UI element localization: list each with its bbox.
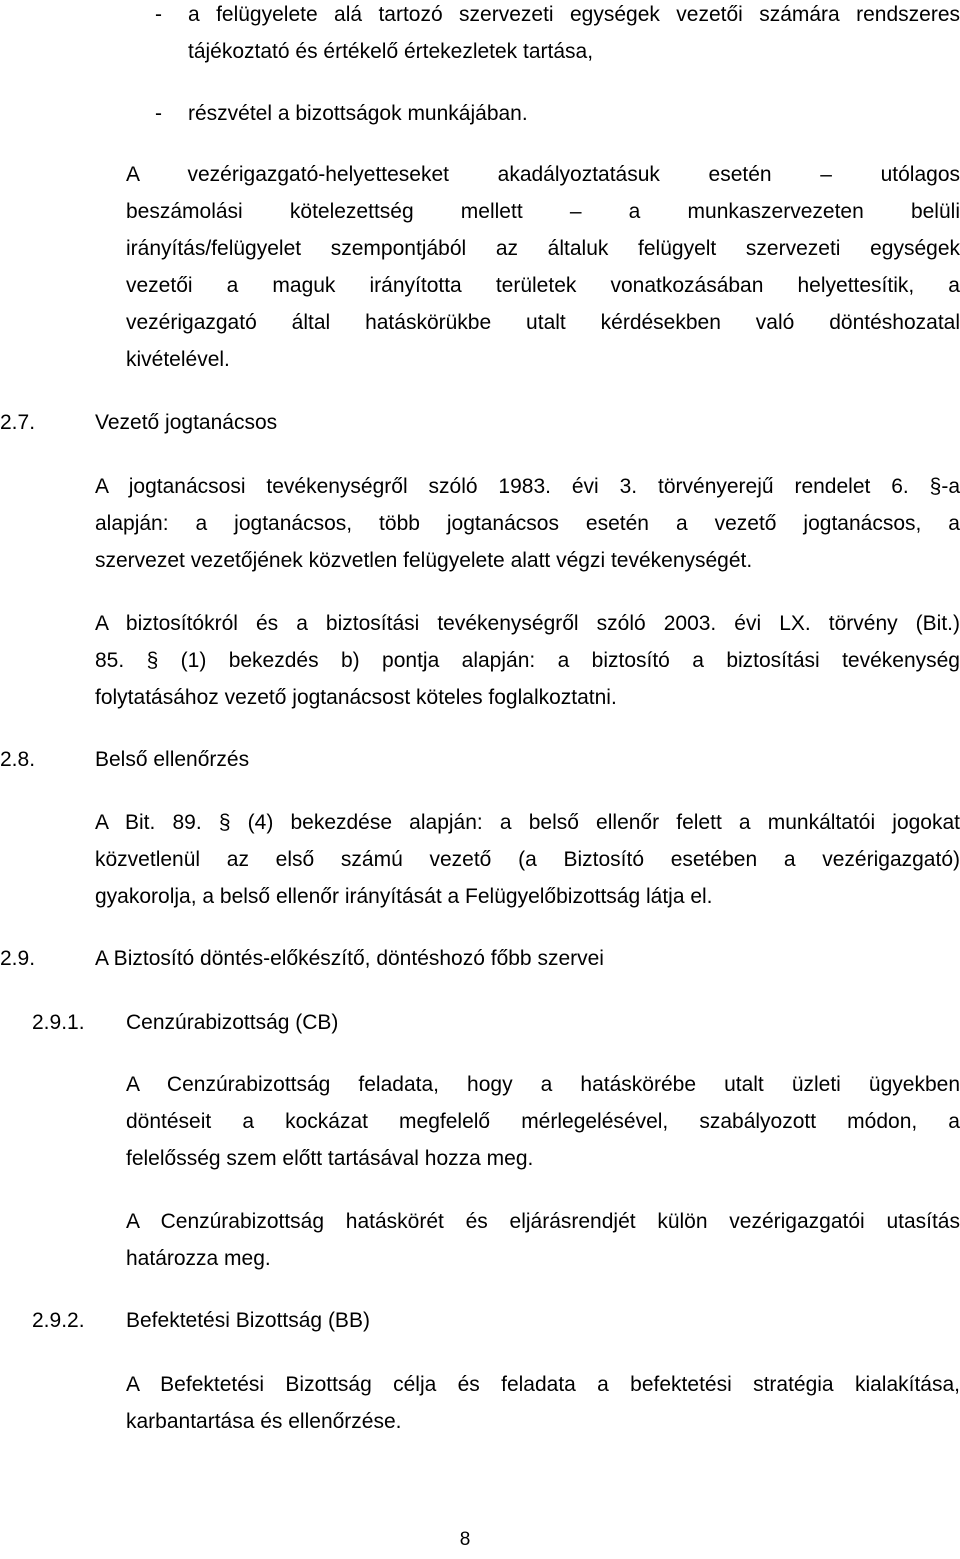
section-number: 2.8. — [0, 748, 36, 771]
bullet-dash: - — [155, 102, 162, 125]
page-number: 8 — [459, 1529, 471, 1550]
section-number: 2.9.2. — [32, 1309, 85, 1332]
section-number: 2.9. — [0, 947, 36, 970]
bullet-item-1 — [155, 0, 960, 70]
text-line: szervezet vezetőjének közvetlen felügyelete alatt végzi tevékenységét. — [95, 549, 753, 572]
bullet-text — [188, 0, 960, 70]
section-heading-2-9 — [0, 940, 960, 977]
censorship-committee-paragraph-1 — [126, 1066, 960, 1177]
bullet-dash: - — [155, 3, 162, 26]
text-line: A vezérigazgató-helyetteseket akadályoztatásuk esetén – utólagos — [126, 163, 960, 186]
section-heading-2-9-2 — [32, 1302, 960, 1339]
legal-counsel-paragraph-1 — [95, 468, 960, 579]
text-line: a felügyelete alá tartozó szervezeti egységek vezetői számára rendszeres — [188, 3, 960, 26]
section-heading-2-9-1 — [32, 1004, 960, 1041]
internal-audit-paragraph — [95, 804, 960, 915]
text-line: irányítás/felügyelet szempontjából az általuk felügyelt szervezeti egységek — [126, 237, 960, 260]
text-line: 85. § (1) bekezdés b) pontja alapján: a biztosító a biztosítási tevékenység — [95, 649, 960, 672]
text-line: A jogtanácsosi tevékenységről szóló 1983. évi 3. törvényerejű rendelet 6. §-a — [95, 475, 960, 498]
text-line: vezetői a maguk irányította területek vonatkozásában helyettesítik, a — [126, 274, 960, 297]
text-line: közvetlenül az első számú vezető (a Biztosító esetében a vezérigazgató) — [95, 848, 960, 871]
text-line: gyakorolja, a belső ellenőr irányítását a Felügyelőbizottság látja el. — [95, 885, 713, 908]
investment-committee-paragraph — [126, 1366, 960, 1440]
text-line: A Cenzúrabizottság feladata, hogy a hatáskörébe utalt üzleti ügyekben — [126, 1073, 960, 1096]
section-heading-2-7 — [0, 404, 960, 441]
section-title: Cenzúrabizottság (CB) — [126, 1011, 339, 1034]
text-line: folytatásához vezető jogtanácsost köteles foglalkoztatni. — [95, 686, 617, 709]
text-line: felelősség szem előtt tartásával hozza meg. — [126, 1147, 534, 1170]
text-line: részvétel a bizottságok munkájában. — [188, 102, 528, 125]
text-line: alapján: a jogtanácsos, több jogtanácsos esetén a vezető jogtanácsos, a — [95, 512, 960, 535]
text-line: vezérigazgató által hatáskörükbe utalt kérdésekben való döntéshozatal — [126, 311, 960, 334]
text-line: A Cenzúrabizottság hatáskörét és eljárásrendjét külön vezérigazgatói utasítás — [126, 1210, 960, 1233]
text-line: határozza meg. — [126, 1247, 271, 1270]
section-heading-2-8 — [0, 741, 960, 778]
section-title: Belső ellenőrzés — [95, 748, 250, 771]
text-line: tájékoztató és értékelő értekezletek tartása, — [188, 40, 594, 63]
deputy-paragraph — [126, 156, 960, 378]
bullet-text — [188, 95, 960, 132]
legal-counsel-paragraph-2 — [95, 605, 960, 716]
text-line: A Befektetési Bizottság célja és feladata a befektetési stratégia kialakítása, — [126, 1373, 960, 1396]
section-title: Vezető jogtanácsos — [95, 411, 278, 434]
section-number: 2.7. — [0, 411, 36, 434]
text-line: beszámolási kötelezettség mellett – a munkaszervezeten belüli — [126, 200, 960, 223]
text-line: döntéseit a kockázat megfelelő mérlegelésével, szabályozott módon, a — [126, 1110, 960, 1133]
section-title: Befektetési Bizottság (BB) — [126, 1309, 370, 1332]
text-line: karbantartása és ellenőrzése. — [126, 1410, 402, 1433]
section-title: A Biztosító döntés-előkészítő, döntéshozó főbb szervei — [95, 947, 604, 970]
section-number: 2.9.1. — [32, 1011, 85, 1034]
text-line: kivételével. — [126, 348, 230, 371]
text-line: A Bit. 89. § (4) bekezdése alapján: a belső ellenőr felett a munkáltatói jogokat — [95, 811, 960, 834]
bullet-item-2 — [155, 95, 960, 132]
censorship-committee-paragraph-2 — [126, 1203, 960, 1277]
text-line: A biztosítókról és a biztosítási tevékenységről szóló 2003. évi LX. törvény (Bit.) — [95, 612, 960, 635]
